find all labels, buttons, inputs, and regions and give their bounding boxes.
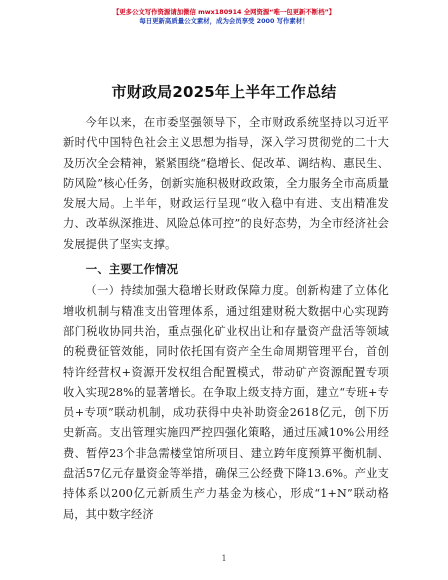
section-1-heading: 一、主要工作情况 (85, 262, 179, 277)
document-title: 市财政局2025年上半年工作总结 (111, 83, 337, 101)
promo-banner-line-1: 【更多公文写作资源请加微信 mwx180914 全网资源“唯一包更新不断档”】 (112, 8, 336, 16)
page-number: 1 (221, 554, 227, 563)
section-1-paragraph-1: （一）持续加强大稳增长财政保障力度。创新构建了立体化增收机制与精准支出管理体系，通过组建财税大数据中心实现跨部门税收协同共治，重点强化矿业权出让和存量资产盘活等领域的税费征管效能，同时依托国有资产全生命周期管理平台，首创特许经营权+资源开发权组合配置模式，带动矿产资源配置专项收入实现28%的显著增长。在争取上级支持方面，建立“专班+专员+专项”联动机制，成功获得中央补助资金2618亿元，创下历史新高。支出管理实施四严控四强化策略，通过压减10%公用经费、暂停23个非急需楼堂馆所项目、建立跨年度预算平衡机制、盘活57亿元存量资金等举措，确保三公经费下降13.6%。产业支持体系以200亿元新质生产力基金为核心，形成“1+N”联动格局，其中数字经济 (63, 284, 389, 521)
promo-banner (0, 8, 448, 26)
promo-banner-line-2: 每日更新高质量公文素材，成为会员享受 2000 写作素材！ (139, 17, 309, 25)
document-body (63, 113, 389, 525)
intro-paragraph: 今年以来，在市委坚强领导下，全市财政系统坚持以习近平新时代中国特色社会主义思想为指导，深入学习贯彻党的二十大及历次全会精神，紧紧围绕“稳增长、促改革、调结构、惠民生、防风险”核心任务，创新实施积极财政政策，全力服务全市高质量发展大局。上半年，财政运行呈现“收入稳中有进、支出精准发力、改革纵深推进、风险总体可控”的良好态势，为全市经济社会发展提供了坚实支撑。 (63, 116, 389, 251)
